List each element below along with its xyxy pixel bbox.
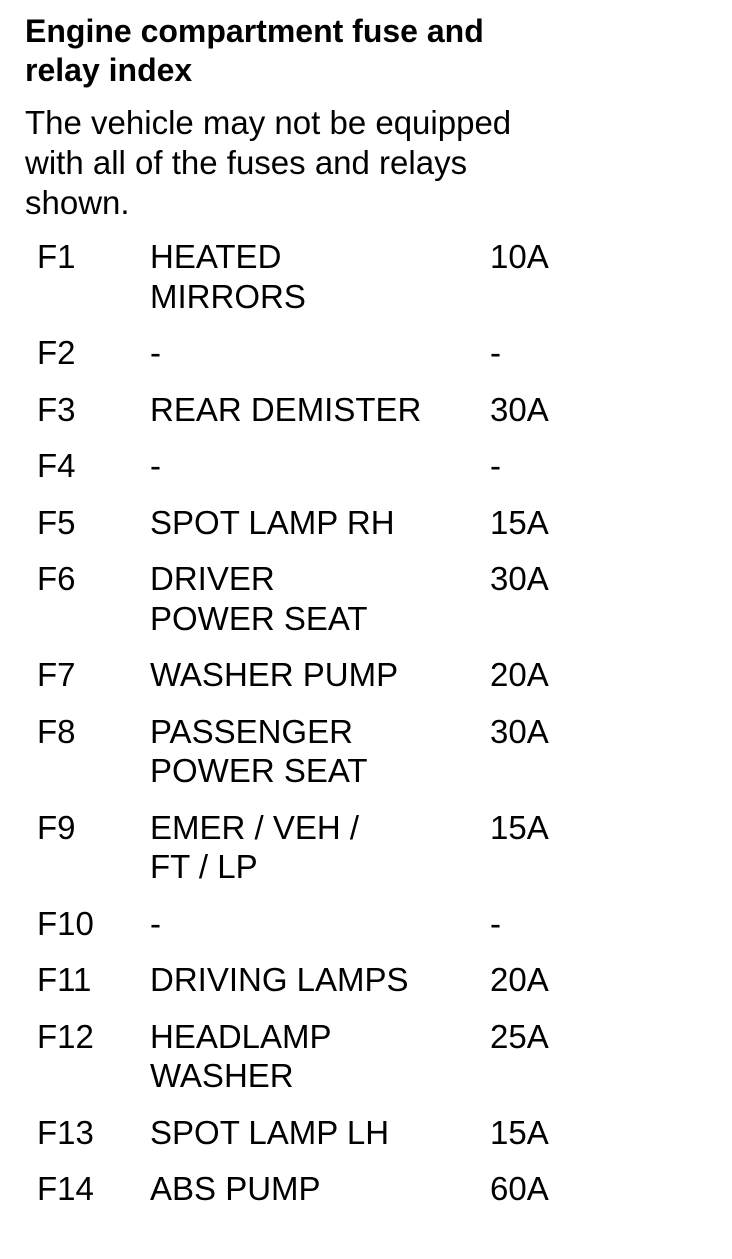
fuse-function: SPOT LAMP LH: [150, 1113, 390, 1151]
fuse-function: SPOT LAMP RH: [150, 503, 395, 541]
fuse-id: F14: [37, 1170, 94, 1207]
fuse-function: ABS PUMP: [150, 1170, 321, 1207]
fuse-id: F5: [37, 503, 76, 541]
fuse-id: F2: [37, 334, 76, 371]
equipment-note: The vehicle may not be equipped with all of the fuses and relays shown.: [25, 104, 512, 221]
fuse-function: -: [150, 447, 161, 484]
fuse-id: F6: [37, 560, 76, 597]
fuse-id: F10: [37, 904, 94, 942]
fuse-rating: 30A: [490, 712, 549, 750]
fuse-id: F9: [37, 808, 76, 846]
table-row: [25, 237, 585, 333]
table-row: [25, 1017, 585, 1113]
page-title: Engine compartment fuse and relay index: [25, 13, 484, 88]
fuse-id: F12: [37, 1017, 94, 1055]
fuse-id: F3: [37, 390, 76, 428]
fuse-rating: 30A: [490, 560, 549, 597]
fuse-id: F8: [37, 712, 76, 750]
fuse-rating: -: [490, 904, 501, 942]
table-row: [25, 960, 585, 1017]
fuse-function: PASSENGER POWER SEAT: [150, 712, 368, 789]
table-row: [25, 446, 585, 503]
fuse-rating: -: [490, 447, 501, 484]
fuse-function: WASHER PUMP: [150, 656, 399, 693]
table-row: [25, 1169, 585, 1226]
fuse-function: -: [150, 334, 161, 371]
fuse-table-body: [25, 237, 585, 1226]
fuse-id: F4: [37, 447, 76, 484]
table-row: [25, 1113, 585, 1170]
fuse-id: F1: [37, 238, 76, 275]
fuse-rating: 20A: [490, 961, 549, 998]
table-row: [25, 655, 585, 712]
fuse-rating: 30A: [490, 390, 549, 428]
fuse-id: F11: [37, 961, 92, 998]
table-row: [25, 904, 585, 961]
fuse-rating: 15A: [490, 503, 549, 541]
fuse-rating: 25A: [490, 1017, 549, 1055]
fuse-function: DRIVING LAMPS: [150, 961, 409, 998]
fuse-table: [25, 237, 585, 1226]
fuse-rating: 15A: [490, 1113, 549, 1151]
table-row: [25, 503, 585, 560]
fuse-function: EMER / VEH / FT / LP: [150, 808, 360, 885]
fuse-rating: 60A: [490, 1170, 549, 1207]
fuse-function: -: [150, 904, 161, 942]
table-row: [25, 390, 585, 447]
table-row: [25, 712, 585, 808]
table-row: [25, 808, 585, 904]
fuse-id: F7: [37, 656, 76, 693]
fuse-rating: 10A: [490, 238, 549, 275]
fuse-function: DRIVER POWER SEAT: [150, 560, 368, 637]
fuse-rating: -: [490, 334, 501, 371]
fuse-function: HEATED MIRRORS: [150, 238, 306, 315]
fuse-rating: 15A: [490, 808, 549, 846]
fuse-function: HEADLAMP WASHER: [150, 1017, 332, 1094]
fuse-function: REAR DEMISTER: [150, 390, 422, 428]
table-row: [25, 559, 585, 655]
fuse-id: F13: [37, 1113, 94, 1151]
table-row: [25, 333, 585, 390]
fuse-rating: 20A: [490, 656, 549, 693]
fuse-index-page: [25, 12, 585, 1226]
